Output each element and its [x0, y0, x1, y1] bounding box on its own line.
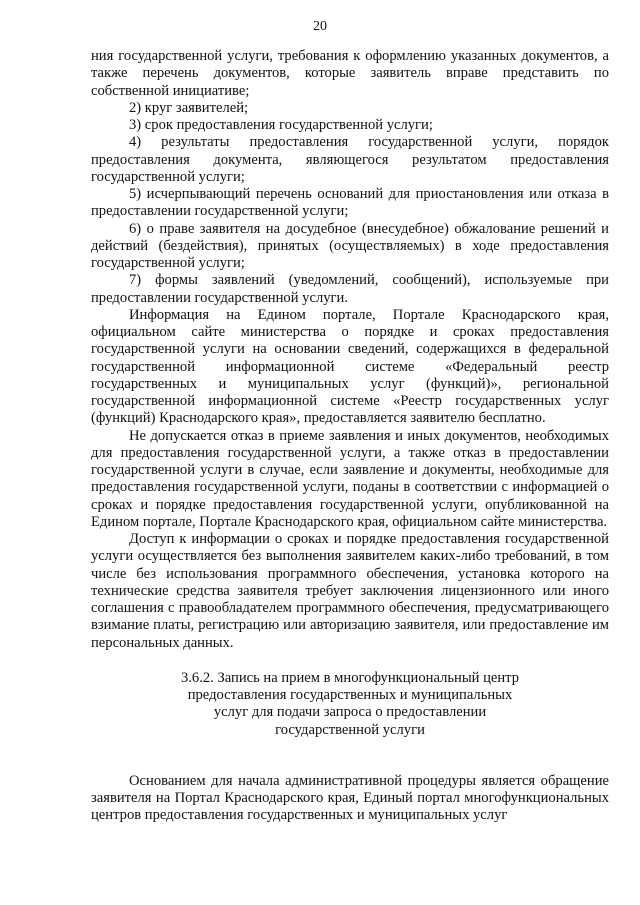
paragraph-access: Доступ к информации о сроках и порядке предоставления государственной услуги осуществляется без выполнения заявителем каких-либо требований, в том числе без использования программного обеспечения, установка которого на технические средства заявителя требует заключения лицензионного или иного соглашения с правообладателем программного обеспечения, предусматривающего взимание платы, регистрацию или авторизацию заявителя, или предоставление им персональных данных. [91, 531, 609, 651]
list-item-term: 3) срок предоставления государственной услуги; [129, 117, 433, 133]
paragraph-portal-info: Информация на Едином портале, Портале Краснодарского края, официальном сайте министерства о порядке и сроках предоставления государственной услуги на основании сведений, содержащихся в федеральной государственной информационной системе «Федеральный реестр государственных и муниципальных услуг (функций)», региональной государственной информационной системе «Реестр государственных услуг (функций) Краснодарского края», предоставляется заявителю бесплатно. [91, 306, 609, 427]
section-heading [91, 670, 609, 739]
list-item-forms: 7) формы заявлений (уведомлений, сообщений), используемые при предоставлении государственной услуги. [91, 272, 609, 306]
section-heading-line: 3.6.2. Запись на прием в многофункциональный центр [180, 669, 520, 686]
list-item-results: 4) результаты предоставления государственной услуги, порядок предоставления документа, являющегося результатом предоставления государственной услуги; [91, 134, 609, 185]
section-heading-line: государственной услуги [275, 721, 425, 738]
list-item-appeal: 6) о праве заявителя на досудебное (внесудебное) обжалование решений и действий (бездействия), принятых (осуществляемых) в ходе предоставления государственной услуги; [91, 220, 609, 271]
list-item-applicants: 2) круг заявителей; [129, 99, 249, 116]
section-heading-line: предоставления государственных и муниципальных [187, 687, 513, 703]
paragraph-continuation: ния государственной услуги, требования к оформлению указанных документов, а также перечень документов, которые заявитель вправе представить по собственной инициативе; [91, 48, 609, 99]
paragraph-basis: Основанием для начала административной процедуры является обращение заявителя на Портал Краснодарского края, Единый портал многофункциональных центров предоставления государственных и муниципальных услуг [91, 772, 609, 824]
paragraph-no-refusal: Не допускается отказ в приеме заявления и иных документов, необходимых для предоставления государственной услуги, а также отказ в предоставлении государственной услуги в случае, если заявление и документы, необходимые для предоставления государственной услуги, поданы в соответствии с информацией о сроках и порядке предоставления государственной услуги, опубликованной на Едином портале, Портале Краснодарского края, официальном сайте министерства. [91, 427, 609, 530]
document-body [91, 48, 609, 825]
list-item-grounds: 5) исчерпывающий перечень оснований для приостановления или отказа в предоставлении государственной услуги; [91, 186, 609, 220]
page-number: 20 [313, 19, 327, 34]
section-heading-line: услуг для подачи запроса о предоставлении [213, 704, 487, 721]
